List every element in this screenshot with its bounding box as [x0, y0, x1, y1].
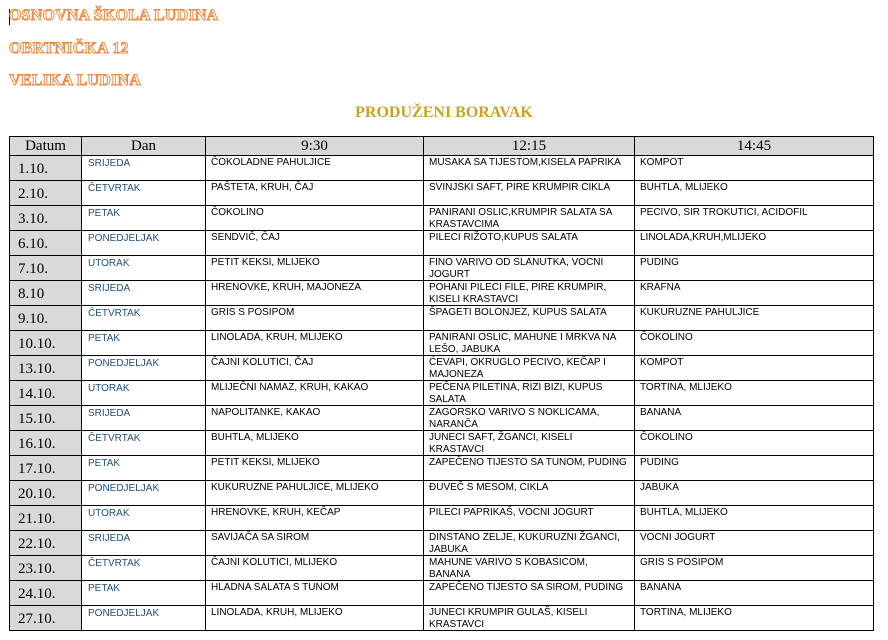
school-street: OBRTNIČKA 12	[9, 40, 129, 57]
meal-1445-cell: BANANA	[635, 406, 874, 431]
meal-1445-cell: VOCNI JOGURT	[635, 531, 874, 556]
meal-1445-cell: KUKURUZNE PAHULJICE	[635, 306, 874, 331]
table-row	[10, 406, 874, 431]
table-row	[10, 281, 874, 306]
day-cell: ČETVRTAK	[82, 431, 206, 456]
date-cell: 8.10	[10, 281, 82, 306]
day-cell: PONEDJELJAK	[82, 481, 206, 506]
meal-0930-cell: ČAJNI KOLUTICI, ČAJ	[206, 356, 424, 381]
col-header-datum: Datum	[10, 137, 82, 156]
meal-0930-cell: PETIT KEKSI, MLIJEKO	[206, 456, 424, 481]
meal-0930-cell: NAPOLITANKE, KAKAO	[206, 406, 424, 431]
school-town: VELIKA LUDINA	[9, 72, 141, 89]
date-cell: 20.10.	[10, 481, 82, 506]
meal-1445-cell: KRAFNA	[635, 281, 874, 306]
meal-1445-cell: KOMPOT	[635, 156, 874, 181]
meal-1445-cell: JABUKA	[635, 481, 874, 506]
meal-1215-cell: DINSTANO ZELJE, KUKURUZNI ŽGANCI, JABUKA	[424, 531, 635, 556]
meal-1215-cell: PANIRANI OSLIC,KRUMPIR SALATA SA KRASTAVCIMA	[424, 206, 635, 231]
meal-0930-cell: LINOLADA, KRUH, MLIJEKO	[206, 606, 424, 631]
table-row	[10, 581, 874, 606]
day-cell: SRIJEDA	[82, 406, 206, 431]
meal-1215-cell: MUSAKA SA TIJESTOM,KISELA PAPRIKA	[424, 156, 635, 181]
meal-1445-cell: TORTINA, MLIJEKO	[635, 606, 874, 631]
day-cell: PONEDJELJAK	[82, 606, 206, 631]
meal-1445-cell: TORTINA, MLIJEKO	[635, 381, 874, 406]
table-row	[10, 606, 874, 631]
col-header-dan: Dan	[82, 137, 206, 156]
document-title: PRODUŽENI BORAVAK	[355, 104, 533, 121]
meal-1445-cell: BANANA	[635, 581, 874, 606]
day-cell: PONEDJELJAK	[82, 231, 206, 256]
date-cell: 22.10.	[10, 531, 82, 556]
meal-1215-cell: JUNECI SAFT, ŽGANCI, KISELI KRASTAVCI	[424, 431, 635, 456]
school-name: OSNOVNA ŠKOLA LUDINA	[9, 7, 219, 24]
date-cell: 14.10.	[10, 381, 82, 406]
day-cell: PETAK	[82, 456, 206, 481]
meal-1215-cell: MAHUNE VARIVO S KOBASICOM, BANANA	[424, 556, 635, 581]
col-header-1215: 12:15	[424, 137, 635, 156]
date-cell: 21.10.	[10, 506, 82, 531]
day-cell: ČETVRTAK	[82, 181, 206, 206]
meal-1445-cell: GRIS S POSIPOM	[635, 556, 874, 581]
meal-1445-cell: KOMPOT	[635, 356, 874, 381]
menu-body	[10, 156, 874, 631]
day-cell: UTORAK	[82, 381, 206, 406]
day-cell: SRIJEDA	[82, 531, 206, 556]
table-row	[10, 181, 874, 206]
meal-0930-cell: ČAJNI KOLUTICI, MLIJEKO	[206, 556, 424, 581]
meal-1445-cell: PUDING	[635, 456, 874, 481]
table-row	[10, 331, 874, 356]
table-row	[10, 231, 874, 256]
meal-0930-cell: HLADNA SALATA S TUNOM	[206, 581, 424, 606]
meal-1215-cell: PILECI PAPRIKAŠ, VOCNI JOGURT	[424, 506, 635, 531]
day-cell: PONEDJELJAK	[82, 356, 206, 381]
date-cell: 9.10.	[10, 306, 82, 331]
day-cell: UTORAK	[82, 256, 206, 281]
day-cell: UTORAK	[82, 506, 206, 531]
day-cell: PETAK	[82, 206, 206, 231]
meal-1445-cell: ČOKOLINO	[635, 331, 874, 356]
table-row	[10, 381, 874, 406]
meal-1445-cell: ČOKOLINO	[635, 431, 874, 456]
header-row	[10, 137, 874, 156]
meal-1215-cell: PANIRANI OSLIC, MAHUNE I MRKVA NA LEŠO, JABUKA	[424, 331, 635, 356]
col-header-0930: 9:30	[206, 137, 424, 156]
meal-0930-cell: KUKURUZNE PAHULJICE, MLIJEKO	[206, 481, 424, 506]
meal-1445-cell: PUDING	[635, 256, 874, 281]
meal-1215-cell: SVINJSKI SAFT, PIRE KRUMPIR CIKLA	[424, 181, 635, 206]
meal-1445-cell: LINOLADA,KRUH,MLIJEKO	[635, 231, 874, 256]
table-row	[10, 431, 874, 456]
date-cell: 6.10.	[10, 231, 82, 256]
day-cell: PETAK	[82, 331, 206, 356]
date-cell: 7.10.	[10, 256, 82, 281]
meal-0930-cell: PETIT KEKSI, MLIJEKO	[206, 256, 424, 281]
meal-0930-cell: MLIJEČNI NAMAZ, KRUH, KAKAO	[206, 381, 424, 406]
date-cell: 10.10.	[10, 331, 82, 356]
date-cell: 13.10.	[10, 356, 82, 381]
date-cell: 16.10.	[10, 431, 82, 456]
meal-0930-cell: HRENOVKE, KRUH, KEČAP	[206, 506, 424, 531]
meal-0930-cell: ČOKOLADNE PAHULJICE	[206, 156, 424, 181]
table-row	[10, 456, 874, 481]
table-row	[10, 156, 874, 181]
date-cell: 23.10.	[10, 556, 82, 581]
meal-0930-cell: ČOKOLINO	[206, 206, 424, 231]
col-header-1445: 14:45	[635, 137, 874, 156]
day-cell: PETAK	[82, 581, 206, 606]
day-cell: ČETVRTAK	[82, 306, 206, 331]
table-row	[10, 556, 874, 581]
date-cell: 2.10.	[10, 181, 82, 206]
meal-1215-cell: ŠPAGETI BOLONJEZ, KUPUS SALATA	[424, 306, 635, 331]
date-cell: 24.10.	[10, 581, 82, 606]
date-cell: 27.10.	[10, 606, 82, 631]
meal-1215-cell: POHANI PILECI FILE, PIRE KRUMPIR, KISELI KRASTAVCI	[424, 281, 635, 306]
meal-1215-cell: FINO VARIVO OD SLANUTKA, VOCNI JOGURT	[424, 256, 635, 281]
day-cell: ČETVRTAK	[82, 556, 206, 581]
meal-1215-cell: ZAGORSKO VARIVO S NOKLICAMA, NARANČA	[424, 406, 635, 431]
meal-0930-cell: LINOLADA, KRUH, MLIJEKO	[206, 331, 424, 356]
table-row	[10, 356, 874, 381]
meal-1215-cell: PEČENA PILETINA, RIZI BIZI, KUPUS SALATA	[424, 381, 635, 406]
date-cell: 1.10.	[10, 156, 82, 181]
meal-1215-cell: PILECI RIŽOTO,KUPUS SALATA	[424, 231, 635, 256]
meal-1215-cell: ZAPEČENO TIJESTO SA SIROM, PUDING	[424, 581, 635, 606]
date-cell: 3.10.	[10, 206, 82, 231]
meal-0930-cell: BUHTLA, MLIJEKO	[206, 431, 424, 456]
date-cell: 15.10.	[10, 406, 82, 431]
meal-1215-cell: ZAPEČENO TIJESTO SA TUNOM, PUDING	[424, 456, 635, 481]
meal-1215-cell: JUNECI KRUMPIR GULAŠ, KISELI KRASTAVCI	[424, 606, 635, 631]
day-cell: SRIJEDA	[82, 281, 206, 306]
table-row	[10, 306, 874, 331]
meal-0930-cell: GRIS S POSIPOM	[206, 306, 424, 331]
meal-1445-cell: BUHTLA, MLIJEKO	[635, 181, 874, 206]
date-cell: 17.10.	[10, 456, 82, 481]
meal-1445-cell: PECIVO, SIR TROKUTICI, ACIDOFIL	[635, 206, 874, 231]
meal-1445-cell: BUHTLA, MLIJEKO	[635, 506, 874, 531]
meal-1215-cell: ĆEVAPI, OKRUGLO PECIVO, KEČAP I MAJONEZA	[424, 356, 635, 381]
table-row	[10, 531, 874, 556]
meal-0930-cell: SAVIJAČA SA SIROM	[206, 531, 424, 556]
menu-table	[9, 136, 874, 631]
table-row	[10, 206, 874, 231]
day-cell: SRIJEDA	[82, 156, 206, 181]
meal-1215-cell: ĐUVEČ S MESOM, CIKLA	[424, 481, 635, 506]
meal-0930-cell: PAŠTETA, KRUH, ČAJ	[206, 181, 424, 206]
table-row	[10, 481, 874, 506]
meal-0930-cell: SENDVIČ, ČAJ	[206, 231, 424, 256]
meal-0930-cell: HRENOVKE, KRUH, MAJONEZA	[206, 281, 424, 306]
table-row	[10, 256, 874, 281]
table-row	[10, 506, 874, 531]
